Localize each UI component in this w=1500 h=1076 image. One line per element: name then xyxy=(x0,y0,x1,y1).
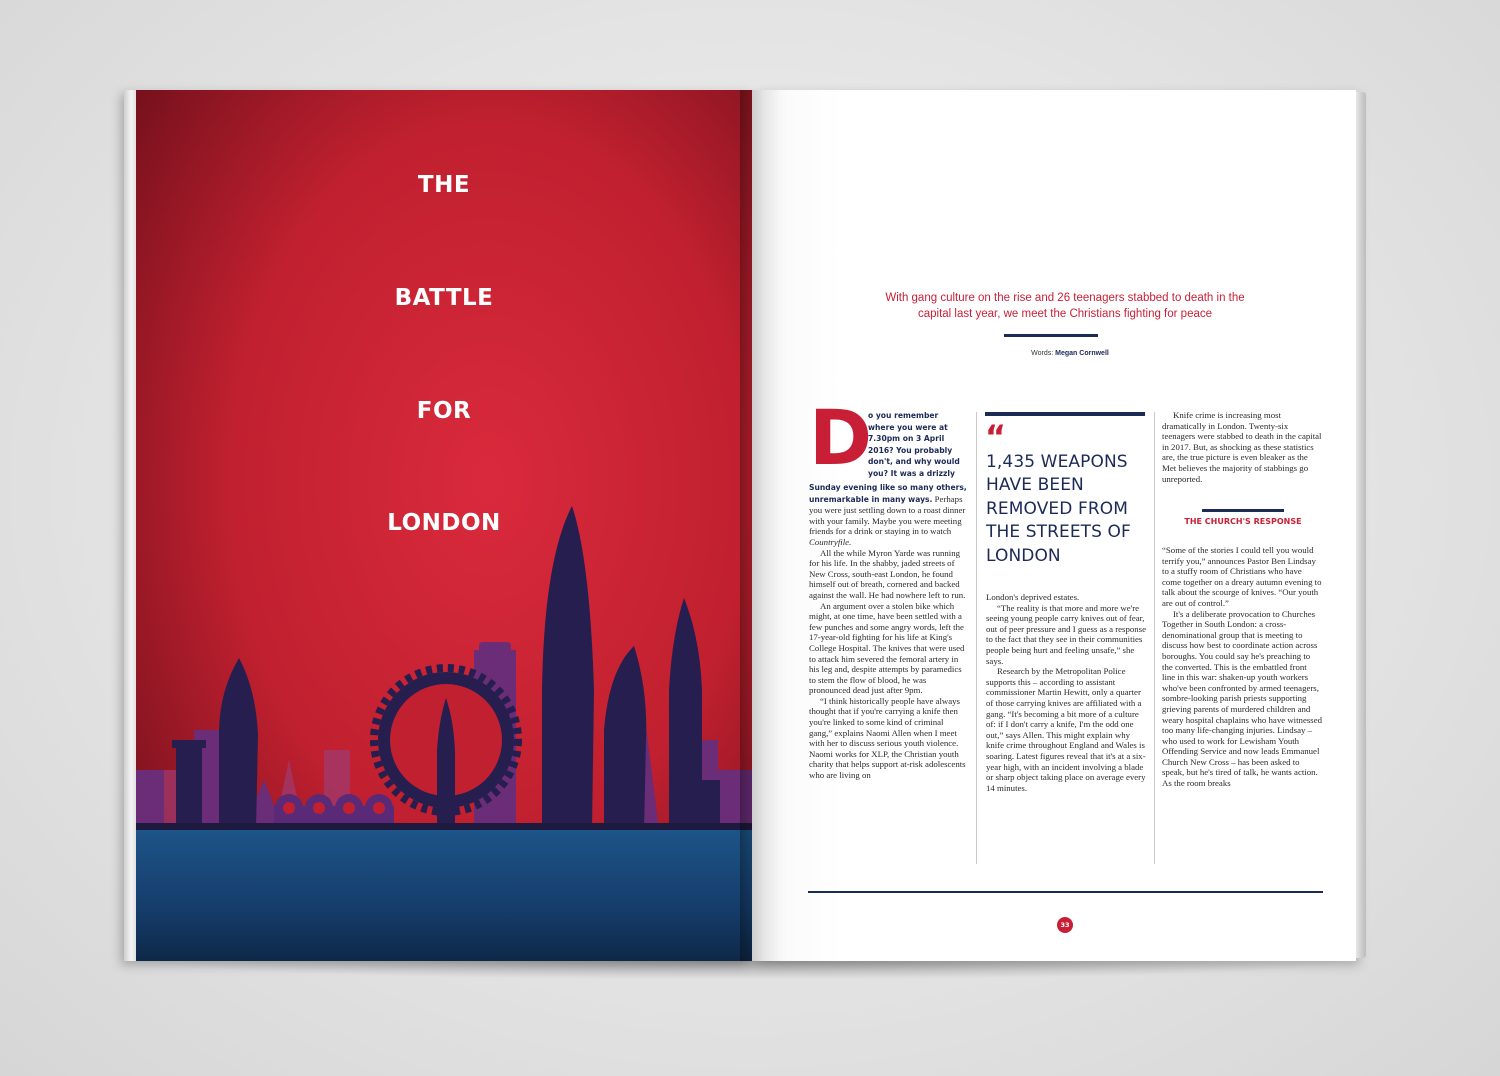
lead-paragraph xyxy=(809,482,967,548)
byline-author: Megan Cornwell xyxy=(1055,350,1109,357)
book-shadow xyxy=(130,960,1370,980)
lead-rest-text: Perhaps you were just settling down to a roast dinner with your family. Maybe you were meeting friends for a drink or staying in to watch xyxy=(809,493,966,537)
footer-rule xyxy=(808,891,1323,893)
byline-label: Words: xyxy=(1031,350,1054,357)
subhead-rule xyxy=(1202,509,1284,512)
column-3-intro xyxy=(1162,410,1322,484)
standfirst-line-2: capital last year, we meet the Christians fighting for peace xyxy=(917,308,1213,320)
col3-paragraph: It's a deliberate provocation to Churches Together in South London: a cross-denominational group that is meeting to discuss how best to coordinate action across boroughs. You could say he's preaching to the converted. This is the embattled front line in this war: shaken-up youth workers who've been confronted by armed teenagers, sombre-looking parish priests supporting grieving parents of murdered children and weary hospital chaplains who have witnessed too many life-changing injuries. Lindsay – who used to work for Lewisham Youth Offending Service and now leads Emmanuel Church New Cross – has been asked to speak, but he's tired of talk, he wants action. As the room breaks xyxy=(1162,608,1323,789)
column-1 xyxy=(809,482,967,781)
lead-bold-intro xyxy=(868,410,964,480)
page-number: 33 xyxy=(1057,917,1073,933)
col3-paragraph: “Some of the stories I could tell you would terrify you,” announces Pastor Ben Lindsay to a stuffy room of Christians who have come together on a dreary autumn evening to talk about the scourge of knives. “Our youth are out of control.” xyxy=(1162,545,1322,608)
standfirst-rule xyxy=(1004,334,1098,337)
standfirst xyxy=(855,290,1275,322)
quote-mark-icon: “ xyxy=(985,418,1007,456)
col1-paragraph: An argument over a stolen bike which might, at one time, have been settled with a few punches and some angry words, left the 17-year-old fighting for his life at King's College Hospital. The knives that were used to attack him severed the femoral artery in his leg and, despite attempts by paramedics to stem the flow of blood, he was pronounced dead just after 9pm. xyxy=(809,600,965,696)
right-page-edge xyxy=(1356,92,1366,958)
col3-intro-paragraph: Knife crime is increasing most dramatically in London. Twenty-six teenagers were stabbed to death in the capital in 2017. But, as shocking as these statistics are, the true picture is even bleaker as the Met believes the majority of stabbings go unreported. xyxy=(1162,410,1322,484)
lead-italic-text: Countryfile. xyxy=(809,536,852,547)
col1-paragraph: “I think historically people have always thought that if you're carrying a knife then you're linked to some kind of criminal gang,” explains Naomi Allen when I meet with her to discuss serious youth violence. Naomi works for XLP, the Christian youth charity that helps support at-risk adolescents who are living on xyxy=(809,695,966,781)
lead-bold-text-1: o you remember where you were at 7.30pm on 3 April 2016? You probably don't, and why would you? It was a drizzly xyxy=(868,411,960,478)
col2-paragraph: “The reality is that more and more we're seeing young people carry knives out of fear, out of peer pressure and I guess as a response to the fact that they see in their communities people being hurt and feeling unsafe,” she says. xyxy=(986,602,1147,666)
drop-cap: D xyxy=(809,393,873,482)
standfirst-line-1: With gang culture on the rise and 26 teenagers stabbed to death in the xyxy=(885,292,1245,304)
title-word-battle: BATTLE xyxy=(394,285,494,311)
pullquote: 1,435 WEAPONS HAVE BEEN REMOVED FROM THE STREETS OF LONDON xyxy=(986,452,1131,566)
title-word-for: FOR xyxy=(416,398,472,424)
title-word-london: LONDON xyxy=(387,510,501,536)
pullquote-rule xyxy=(985,412,1145,416)
col2-paragraph: Research by the Metropolitan Police supports this – according to assistant commissioner Martin Hewitt, only a quarter of those carrying knives are affiliated with a gang. “It's becoming a bit more of a culture of: if I don't carry a knife, I'm the odd one out,” says Allen. This might explain why knife crime throughout England and Wales is soaring. Latest figures reveal that it's at a six-year high, with an incident involving a blade or sharp object taking place on average every 14 minutes. xyxy=(986,666,1146,793)
byline xyxy=(880,350,1260,357)
column-2 xyxy=(986,592,1146,793)
lead-bold-text-2: Sunday evening like so many others, unremarkable in many ways. xyxy=(809,483,967,504)
column-divider xyxy=(1154,412,1155,864)
left-page-edge xyxy=(124,90,136,961)
column-3 xyxy=(1162,545,1322,789)
col1-paragraph: All the while Myron Yarde was running for his life. In the shabby, jaded streets of New Cross, south-east London, he found himself out of breath, cornered and backed against the wall. He had nowhere left to run. xyxy=(809,547,966,600)
title-word-the: THE xyxy=(417,172,471,198)
col2-paragraph: London's deprived estates. xyxy=(986,592,1080,602)
subhead: THE CHURCH'S RESPONSE xyxy=(1184,517,1302,526)
column-divider xyxy=(976,412,977,864)
